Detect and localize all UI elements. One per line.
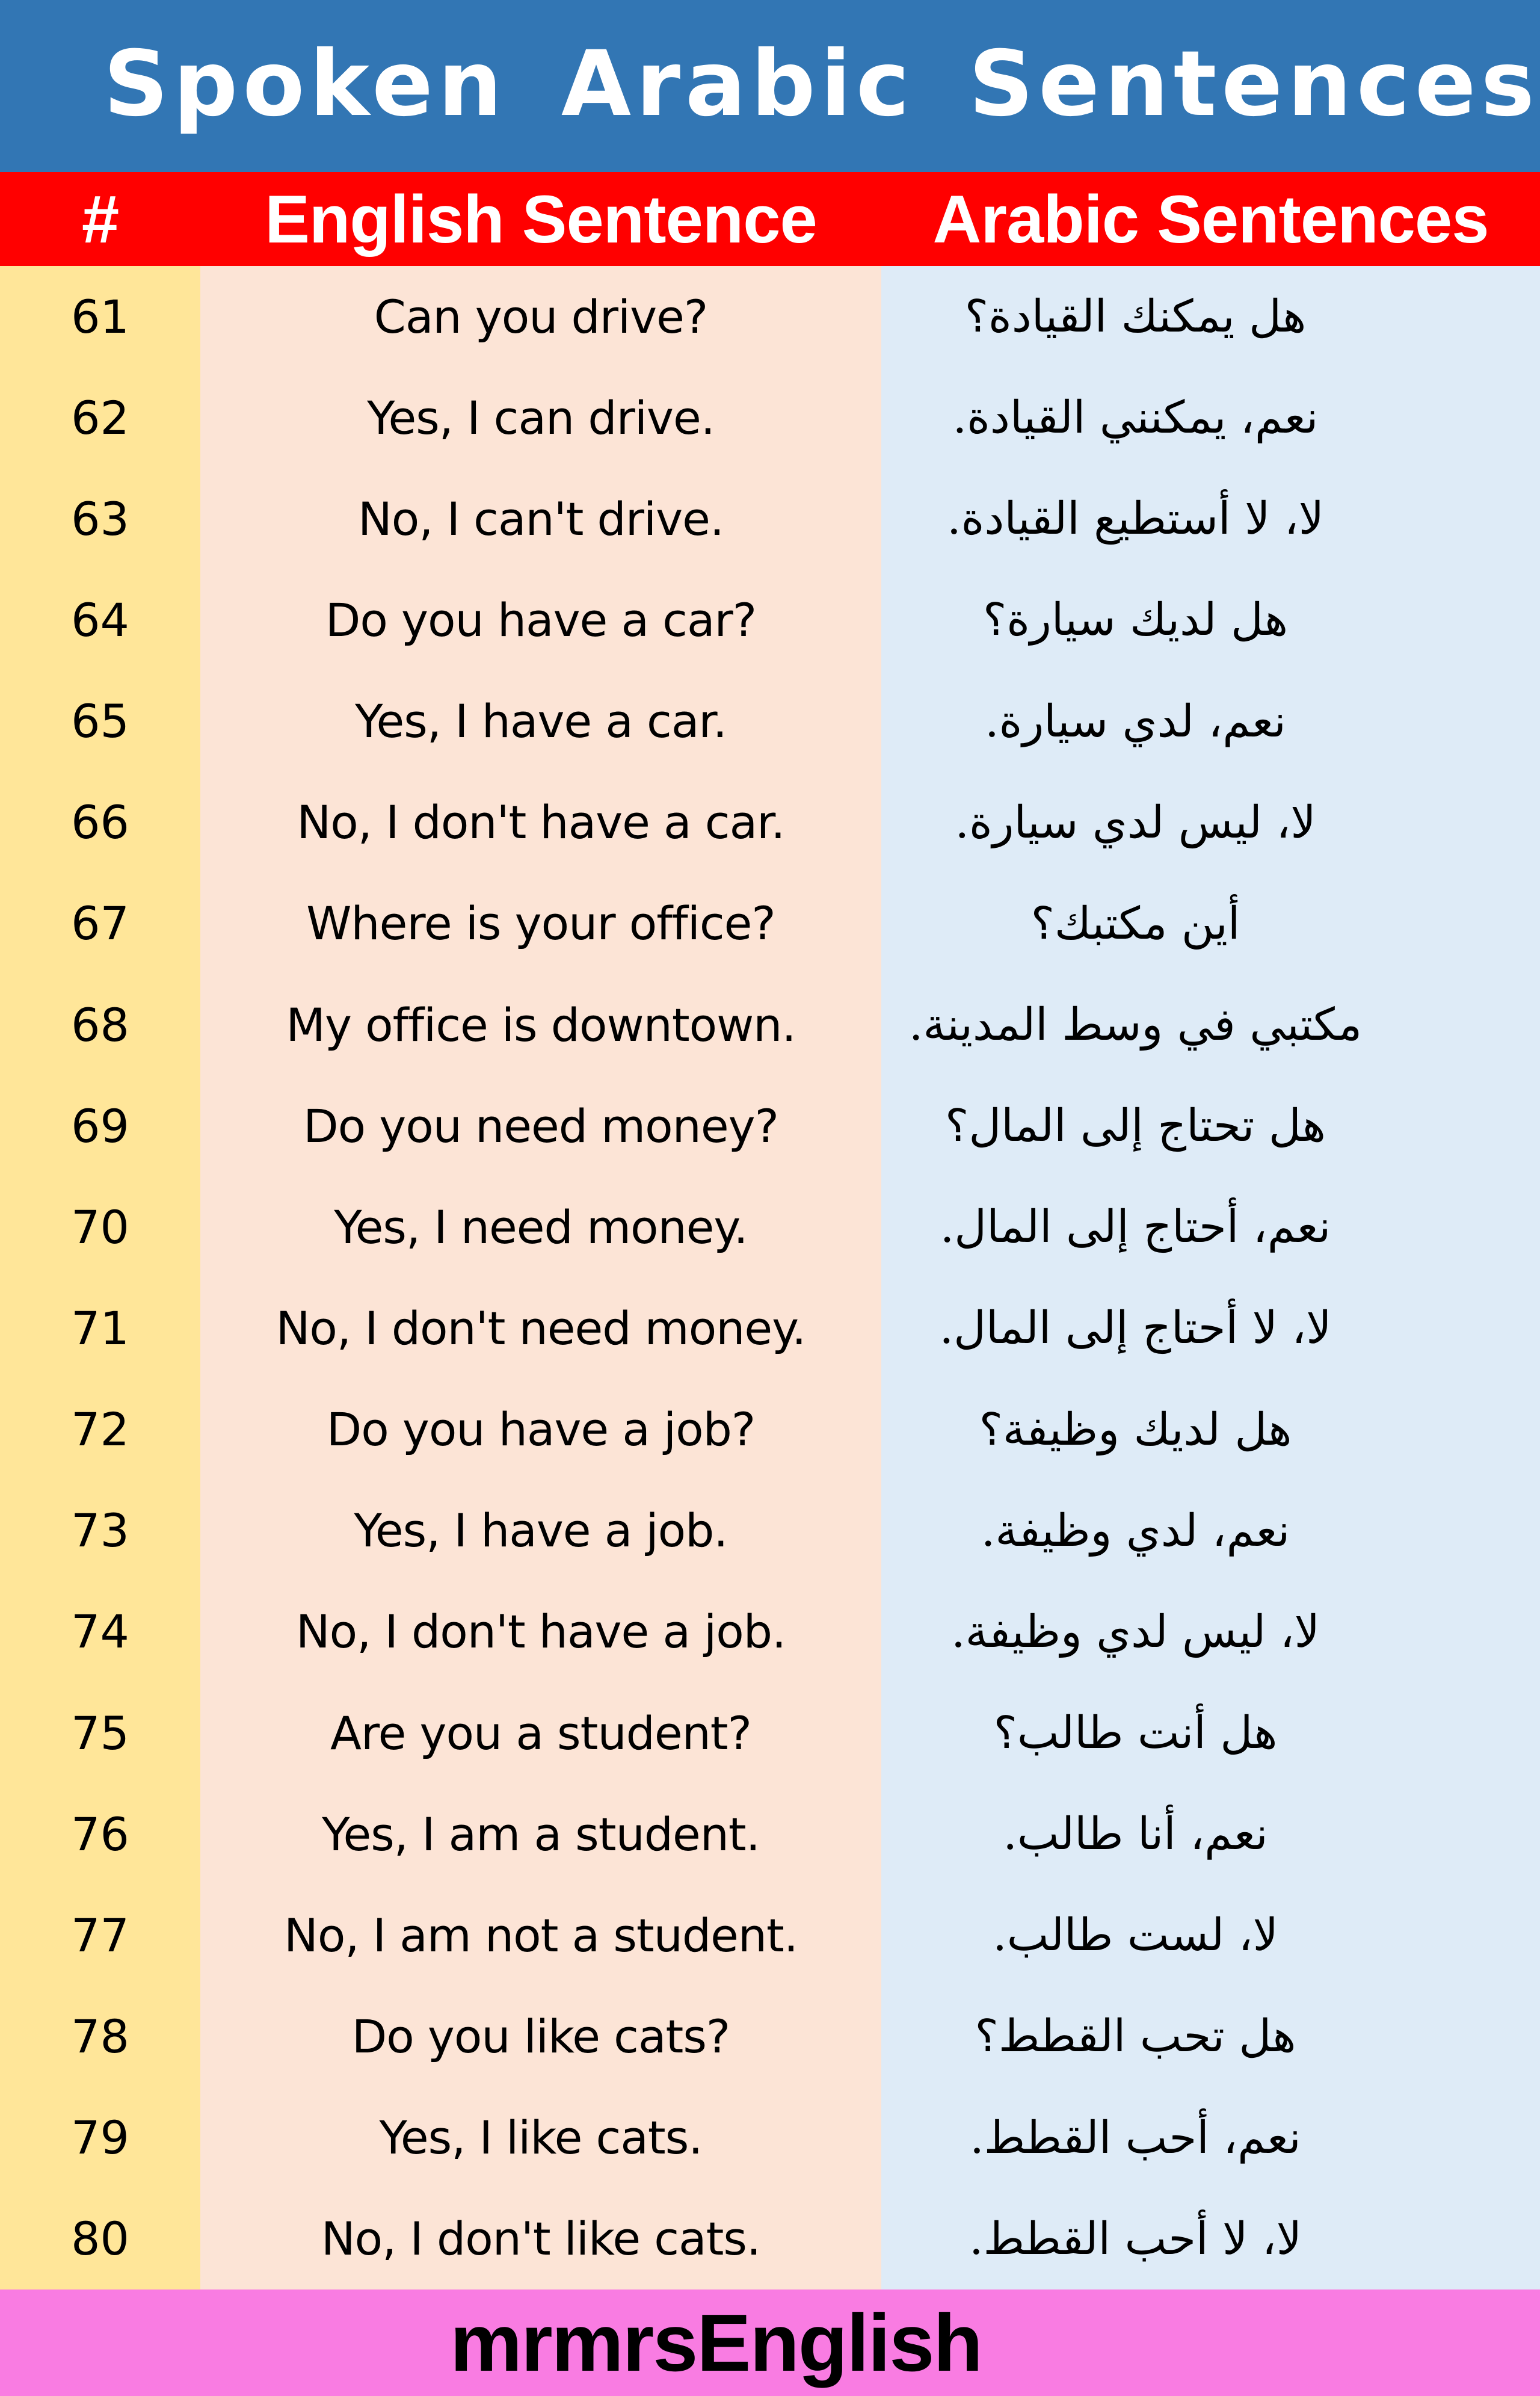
arabic-sentence: هل تحب القطط؟	[975, 2010, 1296, 2063]
row-number: 78	[71, 2009, 129, 2063]
title-bar	[0, 0, 1540, 172]
row-number: 65	[71, 694, 129, 749]
english-sentence: Yes, I need money.	[334, 1200, 748, 1254]
table-row	[0, 1075, 1540, 1176]
english-sentence: Do you like cats?	[351, 2009, 730, 2063]
english-sentence: Where is your office?	[306, 897, 775, 951]
english-sentence: No, I don't have a job.	[295, 1605, 786, 1659]
arabic-sentence: لا، ليس لدي سيارة.	[955, 796, 1316, 848]
arabic-sentence: لا، لا أحتاج إلى المال.	[939, 1302, 1332, 1354]
row-number: 79	[71, 2111, 129, 2165]
row-number: 75	[71, 1706, 129, 1760]
row-number: 72	[71, 1403, 129, 1457]
english-sentence: Can you drive?	[374, 289, 708, 344]
arabic-sentence: أين مكتبك؟	[1030, 897, 1240, 949]
english-sentence: No, I am not a student.	[283, 1908, 798, 1962]
table-row	[0, 772, 1540, 873]
table-row	[0, 671, 1540, 772]
english-sentence: Do you need money?	[303, 1099, 778, 1153]
table-row	[0, 873, 1540, 974]
english-sentence: Yes, I have a job.	[354, 1504, 728, 1558]
table-row	[0, 1277, 1540, 1379]
arabic-sentence: لا، لا أحب القطط.	[969, 2212, 1302, 2265]
row-number: 64	[71, 593, 129, 647]
row-number: 68	[71, 998, 129, 1052]
arabic-sentence: نعم، أحب القطط.	[970, 2111, 1301, 2164]
arabic-sentence: نعم، يمكنني القيادة.	[952, 392, 1319, 444]
english-sentence: Yes, I like cats.	[379, 2111, 703, 2165]
table-row	[0, 569, 1540, 670]
arabic-sentence: نعم، أحتاج إلى المال.	[940, 1201, 1331, 1253]
table-row	[0, 2087, 1540, 2188]
row-number: 71	[71, 1301, 129, 1355]
english-sentence: Yes, I am a student.	[322, 1807, 760, 1861]
table-body	[0, 266, 1540, 2289]
arabic-sentence: لا، ليس لدي وظيفة.	[951, 1605, 1320, 1658]
english-sentence: My office is downtown.	[286, 998, 796, 1052]
arabic-sentence: هل أنت طالب؟	[993, 1707, 1278, 1759]
footer	[0, 2289, 1540, 2396]
table-row	[0, 974, 1540, 1075]
english-sentence: Do you have a job?	[326, 1403, 756, 1457]
row-number: 67	[71, 897, 129, 951]
header-english: English Sentence	[265, 181, 817, 257]
table-row	[0, 468, 1540, 569]
row-number: 61	[71, 289, 129, 344]
english-sentence: Yes, I have a car.	[355, 694, 727, 749]
row-number: 63	[71, 492, 129, 546]
table-row	[0, 1480, 1540, 1581]
arabic-sentence: لا، لا أستطيع القيادة.	[947, 493, 1324, 545]
table-row	[0, 1379, 1540, 1480]
row-number: 77	[71, 1908, 129, 1962]
arabic-sentence: نعم، أنا طالب.	[1003, 1808, 1268, 1860]
brand-watermark: mrmrsEnglish	[450, 2297, 982, 2388]
header-number: #	[81, 181, 119, 257]
page-title: Spoken Arabic Sentences	[103, 32, 1539, 137]
row-number: 66	[71, 795, 129, 850]
arabic-sentence: هل لديك وظيفة؟	[979, 1403, 1292, 1456]
row-number: 69	[71, 1099, 129, 1153]
row-number: 70	[71, 1200, 129, 1254]
table-row	[0, 266, 1540, 367]
table-rows	[0, 266, 1540, 2289]
table-header	[0, 172, 1540, 266]
table-row	[0, 2188, 1540, 2289]
row-number: 62	[71, 391, 129, 445]
english-sentence: Yes, I can drive.	[367, 391, 715, 445]
arabic-sentence: هل تحتاج إلى المال؟	[945, 1100, 1326, 1152]
header-arabic: Arabic Sentences	[932, 181, 1489, 257]
arabic-sentence: نعم، لدي سيارة.	[985, 695, 1286, 747]
english-sentence: No, I can't drive.	[357, 492, 724, 546]
arabic-sentence: لا، لست طالب.	[993, 1909, 1278, 1962]
table-row	[0, 1581, 1540, 1682]
english-sentence: Are you a student?	[330, 1706, 751, 1760]
table-row	[0, 1783, 1540, 1885]
english-sentence: No, I don't need money.	[276, 1301, 806, 1355]
table-row	[0, 367, 1540, 468]
table-row	[0, 1986, 1540, 2087]
english-sentence: No, I don't have a car.	[297, 795, 785, 850]
english-sentence: No, I don't like cats.	[321, 2212, 761, 2266]
table-row	[0, 1682, 1540, 1783]
table-row	[0, 1176, 1540, 1277]
row-number: 74	[71, 1605, 129, 1659]
english-sentence: Do you have a car?	[325, 593, 757, 647]
arabic-sentence: مكتبي في وسط المدينة.	[908, 999, 1363, 1051]
table-row	[0, 1885, 1540, 1986]
row-number: 76	[71, 1807, 129, 1861]
arabic-sentence: نعم، لدي وظيفة.	[981, 1504, 1290, 1557]
row-number: 80	[71, 2212, 129, 2266]
row-number: 73	[71, 1504, 129, 1558]
arabic-sentence: هل لديك سيارة؟	[982, 594, 1289, 646]
arabic-sentence: هل يمكنك القيادة؟	[964, 291, 1307, 343]
